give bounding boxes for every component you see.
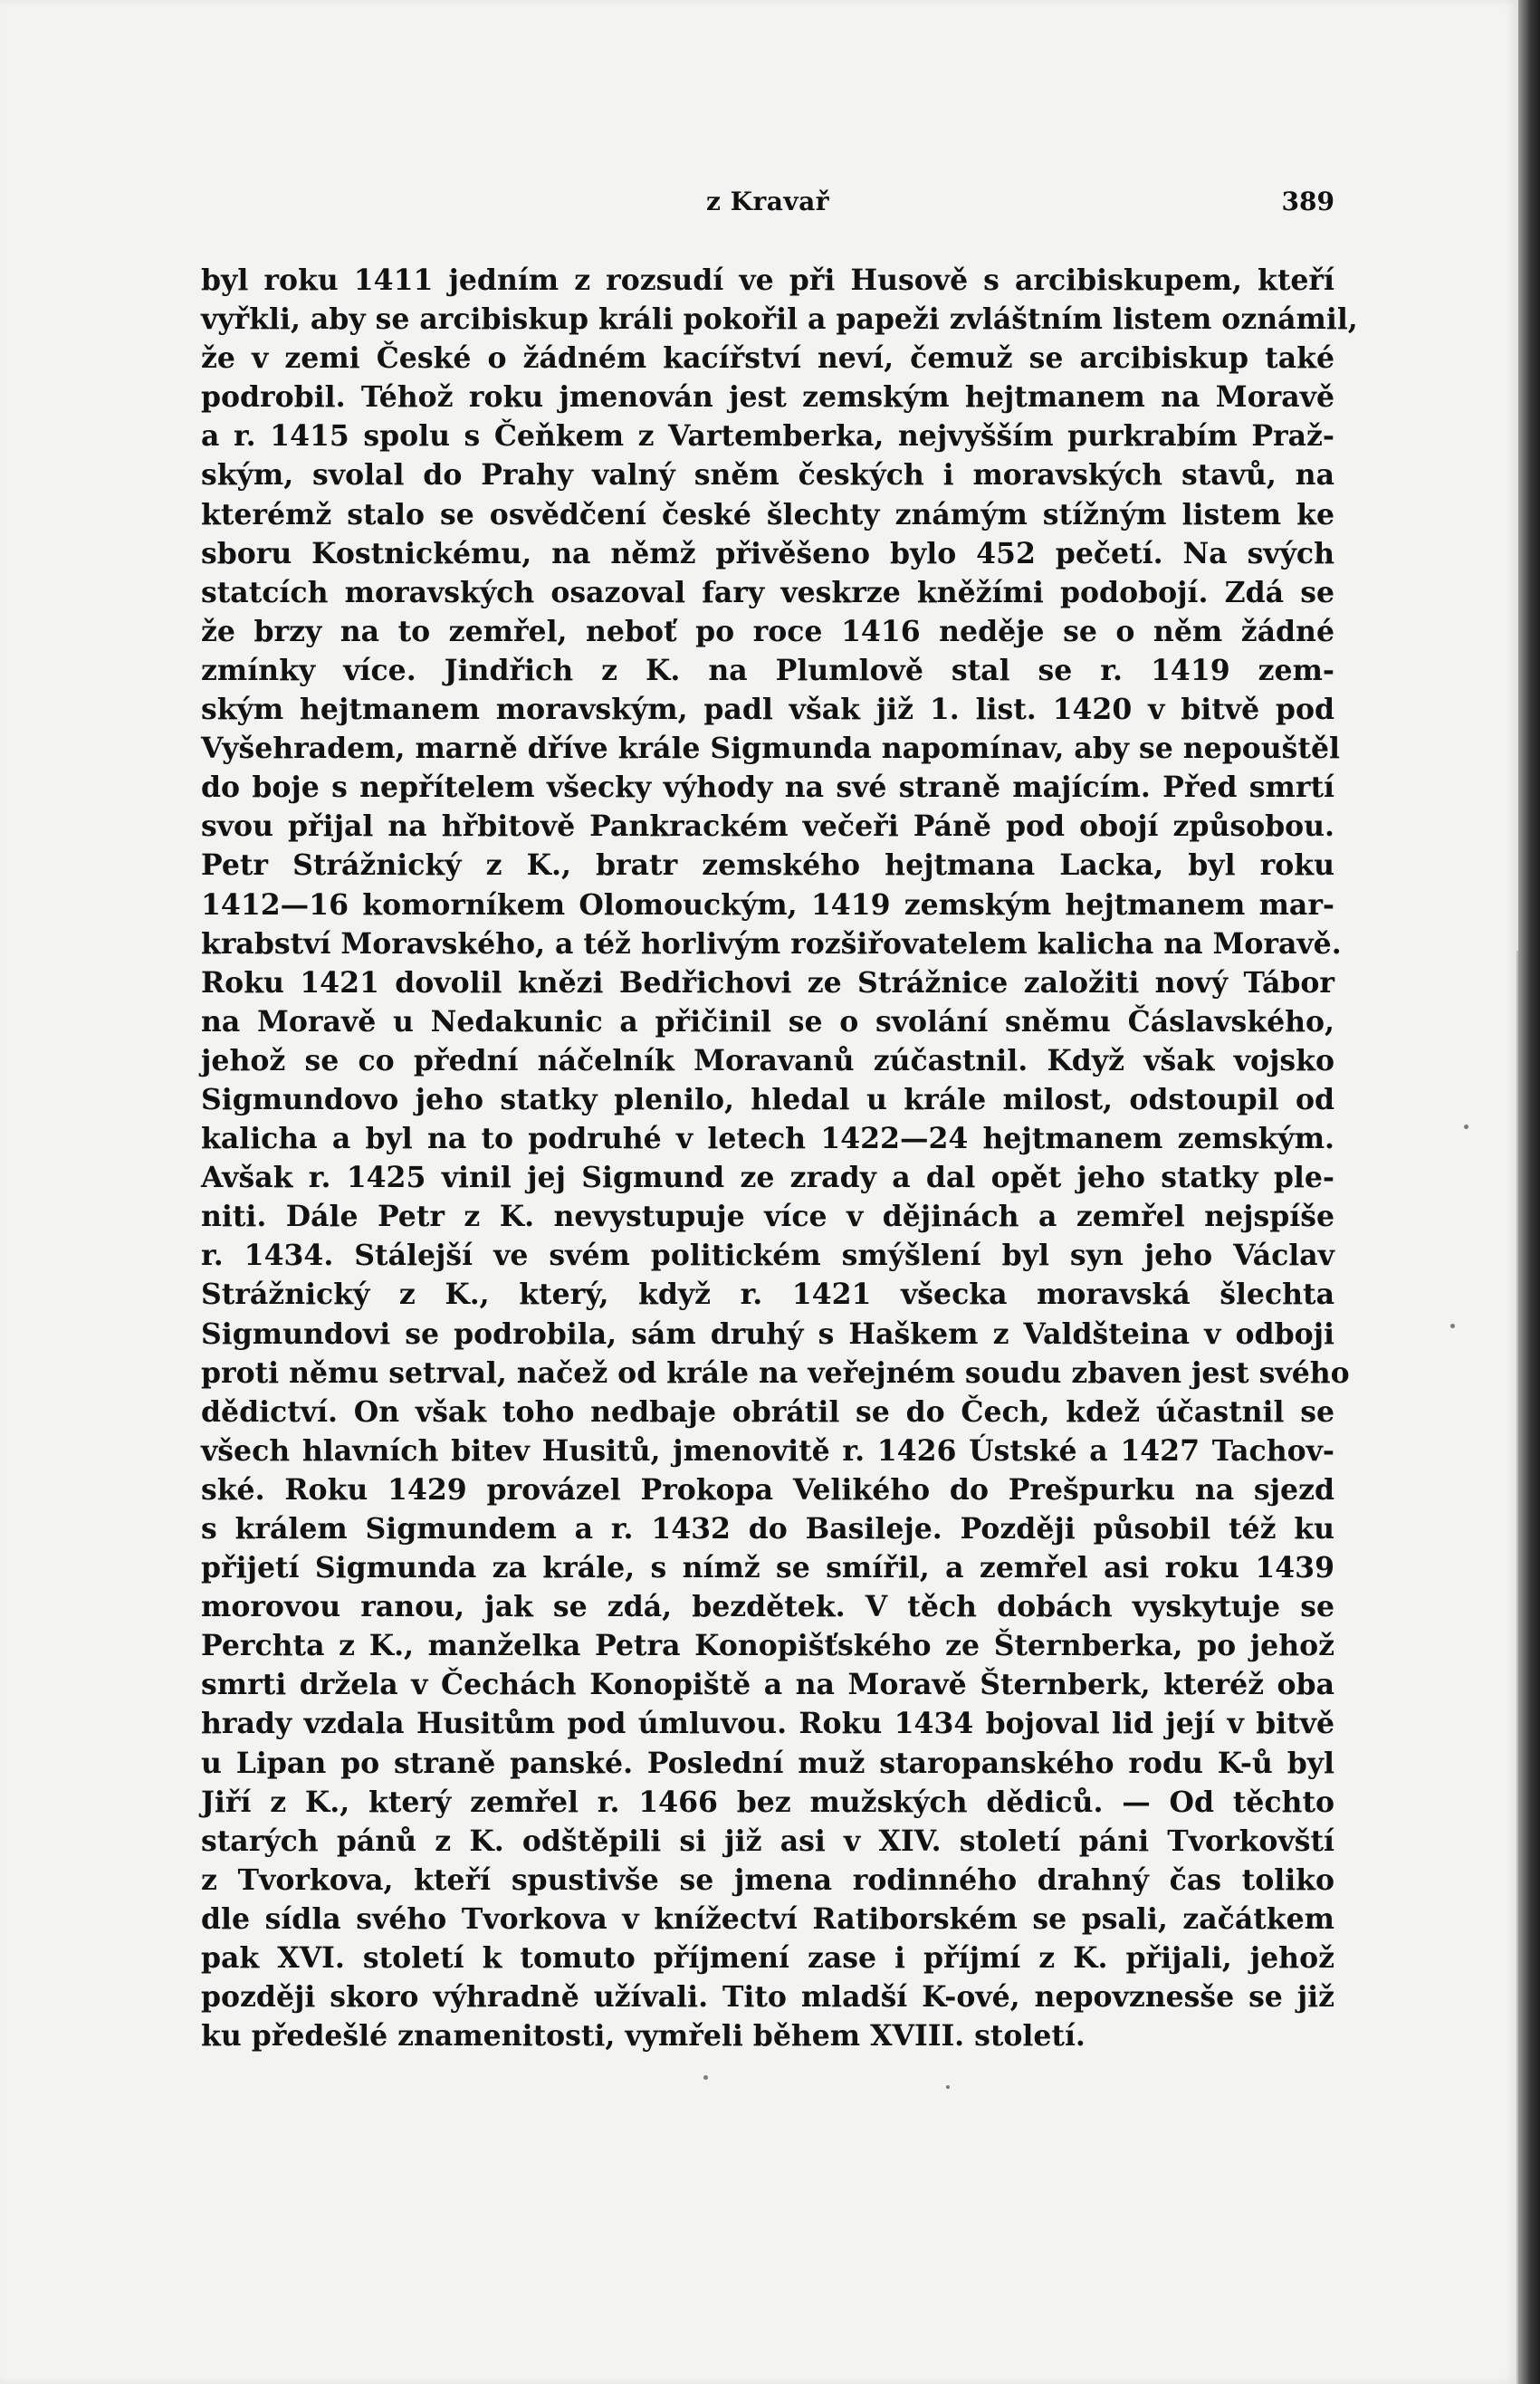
text-line: dle sídla svého Tvorkova v knížectví Ratiborském se psali, začátkem <box>201 1901 1334 1936</box>
text-line: pak XVI. století k tomuto příjmení zase i příjmí z K. přijali, jehož <box>201 1941 1334 1976</box>
text-line: všech hlavních bitev Husitů, jmenovitě r. 1426 Ústské a 1427 Tachov- <box>201 1433 1334 1468</box>
text-line: ské. Roku 1429 provázel Prokopa Velikého do Prešpurku na sjezd <box>201 1472 1334 1507</box>
text-line: Sigmundovi se podrobila, sám druhý s Haškem z Valdšteina v odboji <box>201 1316 1334 1351</box>
text-line: 1412—16 komorníkem Olomouckým, 1419 zemským hejtmanem mar- <box>201 887 1334 922</box>
text-line: později skoro výhradně užívali. Tito mladší K-ové, nepovznesše se již <box>201 1980 1334 2015</box>
print-speck <box>946 2085 950 2089</box>
text-line: ským hejtmanem moravským, padl však již 1. list. 1420 v bitvě pod <box>201 693 1334 727</box>
text-line: zmínky více. Jindřich z K. na Plumlově stal se r. 1419 zem- <box>201 653 1334 687</box>
text-line: Sigmundovo jeho statky plenilo, hledal u krále milost, odstoupil od <box>201 1082 1334 1116</box>
text-line: Vyšehradem, marně dříve krále Sigmunda napomínav, aby se nepouštěl <box>201 732 1340 766</box>
text-line: Avšak r. 1425 vinil jej Sigmund ze zrady a dal opět jeho statky ple- <box>201 1161 1334 1195</box>
text-line: niti. Dále Petr z K. nevystupuje více v dějinách a zemřel nejspíše <box>201 1200 1334 1234</box>
text-line: podrobil. Téhož roku jmenován jest zemským hejtmanem na Moravě <box>201 380 1334 415</box>
text-line: jehož se co přední náčelník Moravanů zúčastnil. Když však vojsko <box>201 1043 1334 1077</box>
page-edge-shadow <box>1518 0 1540 2384</box>
text-line: z Tvorkova, kteří spustivše se jmena rodinného drahný čas toliko <box>201 1862 1334 1897</box>
body-text <box>201 261 1358 2055</box>
text-line-last: ku předešlé znamenitosti, vymřeli během XVIII. století. <box>201 2019 1086 2054</box>
text-line: Jiří z K., který zemřel r. 1466 bez mužských dědiců. — Od těchto <box>201 1785 1334 1819</box>
text-line: kalicha a byl na to podruhé v letech 1422—24 hejtmanem zemským. <box>201 1122 1334 1156</box>
text-line: proti němu setrval, načež od krále na veřejném soudu zbaven jest svého <box>201 1355 1350 1390</box>
text-line: r. 1434. Stálejší ve svém politickém smýšlení byl syn jeho Václav <box>201 1239 1334 1273</box>
text-line: svou přijal na hřbitově Pankrackém večeři Páně pod obojí způsobou. <box>201 809 1334 844</box>
text-line: u Lipan po straně panské. Poslední muž staropanského rodu K-ů byl <box>201 1746 1334 1780</box>
text-line: dědictví. On však toho nedbaje obrátil se do Čech, kdež účastnil se <box>201 1394 1334 1429</box>
text-line: byl roku 1411 jedním z rozsudí ve při Husově s arcibiskupem, kteří <box>201 263 1334 297</box>
text-line: že brzy na to zemřel, neboť po roce 1416 neděje se o něm žádné <box>201 614 1334 648</box>
text-line: statcích moravských osazoval fary veskrze kněžími podobojí. Zdá se <box>201 575 1334 609</box>
text-line: starých pánů z K. odštěpili si již asi v XIV. století páni Tvorkovští <box>201 1824 1334 1858</box>
text-line: Strážnický z K., který, když r. 1421 všecka moravská šlechta <box>201 1278 1334 1312</box>
text-line: sboru Kostnickému, na němž přivěšeno bylo 452 pečetí. Na svých <box>201 536 1334 570</box>
text-line: morovou ranou, jak se zdá, bezdětek. V těch dobách vyskytuje se <box>201 1590 1334 1624</box>
text-line: vyřkli, aby se arcibiskup králi pokořil a papeži zvláštním listem oznámil, <box>201 302 1358 337</box>
text-line: přijetí Sigmunda za krále, s nímž se smířil, a zemřel asi roku 1439 <box>201 1551 1334 1585</box>
text-line: Perchta z K., manželka Petra Konopišťského ze Šternberka, po jehož <box>201 1629 1334 1663</box>
text-line: kterémž stalo se osvědčení české šlechty známým stížným listem ke <box>201 497 1334 531</box>
text-line: Roku 1421 dovolil knězi Bedřichovi ze Strážnice založiti nový Tábor <box>201 965 1334 1000</box>
text-line: na Moravě u Nedakunic a přičinil se o svolání sněmu Čáslavského, <box>201 1004 1334 1039</box>
text-line: do boje s nepřítelem všecky výhody na své straně majícím. Před smrtí <box>201 771 1334 805</box>
print-speck <box>1450 1324 1455 1328</box>
text-line: s králem Sigmundem a r. 1432 do Basileje. Později působil též ku <box>201 1512 1334 1546</box>
page-header <box>201 187 1334 223</box>
text-line: hrady vzdala Husitům pod úmluvou. Roku 1434 bojoval lid její v bitvě <box>201 1707 1334 1741</box>
text-line: že v zemi České o žádném kacířství neví, čemuž se arcibiskup také <box>201 341 1334 376</box>
running-title: z Kravař <box>705 187 830 216</box>
text-line: smrti držela v Čechách Konopiště a na Moravě Šternberk, kteréž oba <box>201 1668 1334 1702</box>
text-line: a r. 1415 spolu s Čeňkem z Vartemberka, nejvyšším purkrabím Praž- <box>201 419 1334 454</box>
text-line: ským, svolal do Prahy valný sněm českých i moravských stavů, na <box>201 458 1334 493</box>
text-line: krabství Moravského, a též horlivým rozšiřovatelem kalicha na Moravě. <box>201 926 1342 961</box>
print-speck <box>703 2075 708 2080</box>
print-speck <box>1464 1125 1468 1129</box>
page-number: 389 <box>1281 187 1334 216</box>
text-line: Petr Strážnický z K., bratr zemského hejtmana Lacka, byl roku <box>201 848 1334 883</box>
